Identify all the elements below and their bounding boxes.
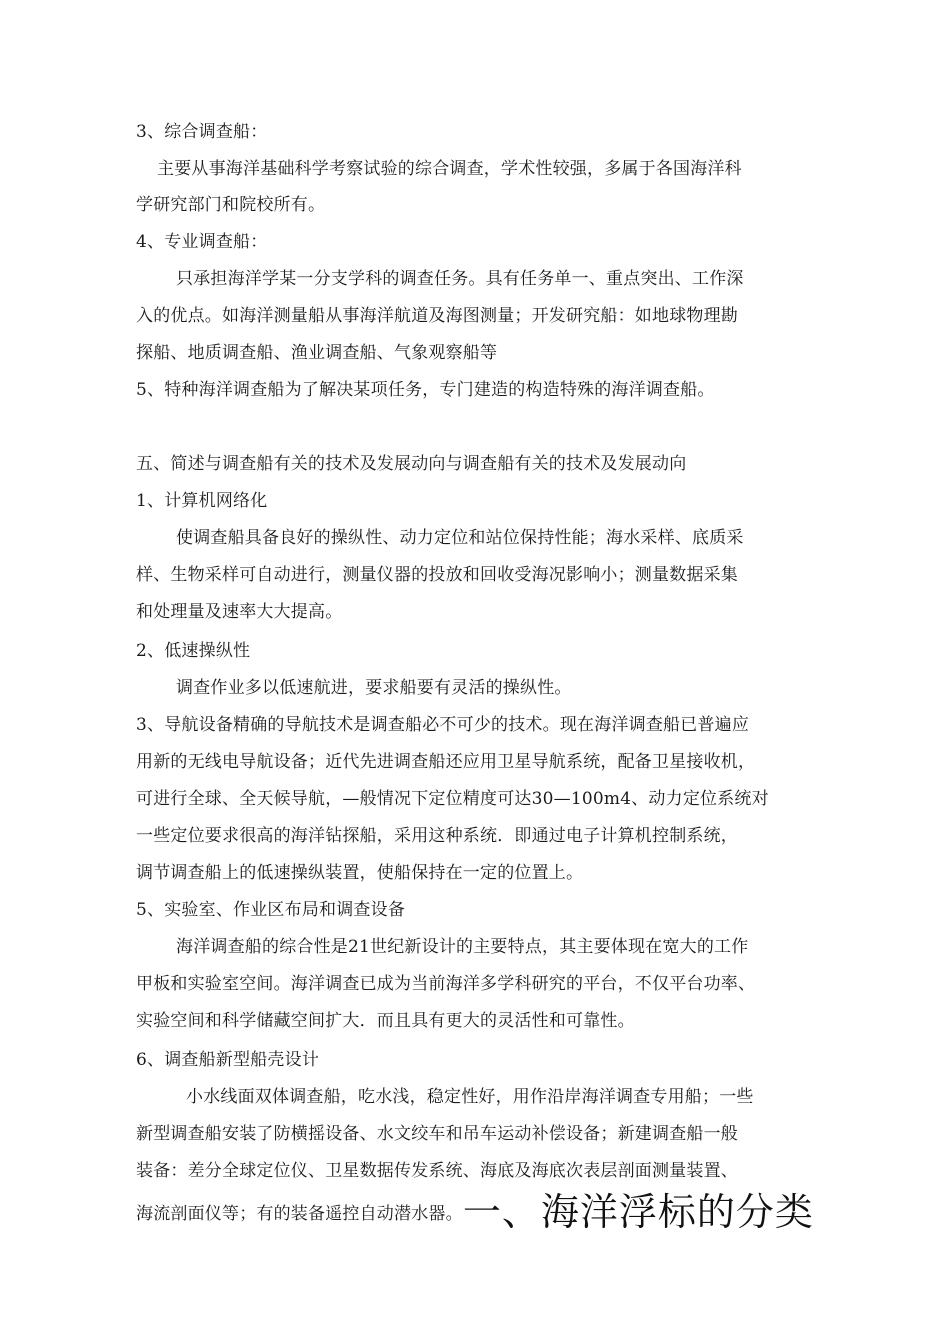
paragraph-line: 海洋调查船的综合性是21世纪新设计的主要特点，其主要体现在宽大的工作 [176, 937, 749, 957]
paragraph-line: 只承担海洋学某一分支学科的调查任务。具有任务单一、重点突出、工作深 [176, 269, 744, 289]
section-one-heading: 一、海洋浮标的分类 [462, 1190, 814, 1234]
paragraph-line-text: 海流剖面仪等；有的装备遥控自动潜水器。 [136, 1204, 463, 1224]
section-five-heading: 五、简述与调查船有关的技术及发展动向与调查船有关的技术及发展动向 [136, 454, 687, 474]
paragraph-line: 样、生物采样可自动进行，测量仪器的投放和回收受海况影响小；测量数据采集 [136, 565, 738, 585]
paragraph-line: 学研究部门和院校所有。 [136, 195, 326, 215]
paragraph-line: 用新的无线电导航设备；近代先进调查船还应用卫星导航系统，配备卫星接收机， [136, 752, 756, 772]
subsection-title: 2、低速操纵性 [136, 641, 251, 661]
paragraph-line: 调节调查船上的低速操纵装置，使船保持在一定的位置上。 [136, 863, 584, 883]
paragraph-line: 主要从事海洋基础科学考察试验的综合调查，学术性较强，多属于各国海洋科 [157, 159, 742, 179]
item-5-line: 5、特种海洋调查船为了解决某项任务，专门建造的构造特殊的海洋调查船。 [136, 380, 715, 400]
paragraph-line: 和处理量及速率大大提高。 [136, 602, 343, 622]
paragraph-line: 使调查船具备良好的操纵性、动力定位和站位保持性能；海水采样、底质采 [176, 528, 744, 548]
paragraph-line: 探船、地质调查船、渔业调查船、气象观察船等 [136, 343, 498, 363]
paragraph-line: 新型调查船安装了防横摇设备、水文绞车和吊车运动补偿设备；新建调查船一般 [136, 1124, 738, 1144]
subsection-title: 6、调查船新型船壳设计 [136, 1050, 320, 1070]
subsection-title: 3、导航设备精确的导航技术是调查船必不可少的技术。现在海洋调查船已普遍应 [136, 715, 750, 735]
item-4-title: 4、专业调查船： [136, 232, 268, 252]
paragraph-line: 一些定位要求很高的海洋钻探船，采用这种系统．即通过电子计算机控制系统， [136, 826, 738, 846]
paragraph-last-line [136, 1190, 814, 1234]
paragraph-line: 甲板和实验室空间。海洋调查已成为当前海洋多学科研究的平台，不仅平台功率、 [136, 974, 756, 994]
paragraph-line: 可进行全球、全天候导航，—般情况下定位精度可达30—100m4、动力定位系统对 [136, 789, 769, 809]
paragraph-line: 小水线面双体调查船，吃水浅，稳定性好，用作沿岸海洋调查专用船；一些 [186, 1087, 754, 1107]
subsection-title: 5、实验室、作业区布局和调查设备 [136, 900, 406, 920]
paragraph-line: 入的优点。如海洋测量船从事海洋航道及海图测量；开发研究船：如地球物理勘 [136, 306, 738, 326]
paragraph-line: 调查作业多以低速航进，要求船要有灵活的操纵性。 [176, 678, 572, 698]
item-3-title: 3、综合调查船： [136, 122, 268, 142]
subsection-title: 1、计算机网络化 [136, 491, 268, 511]
paragraph-line: 装备：差分全球定位仪、卫星数据传发系统、海底及海底次表层剖面测量装置、 [136, 1161, 738, 1181]
paragraph-line: 实验空间和科学储藏空间扩大．而且具有更大的灵活性和可靠性。 [136, 1011, 635, 1031]
